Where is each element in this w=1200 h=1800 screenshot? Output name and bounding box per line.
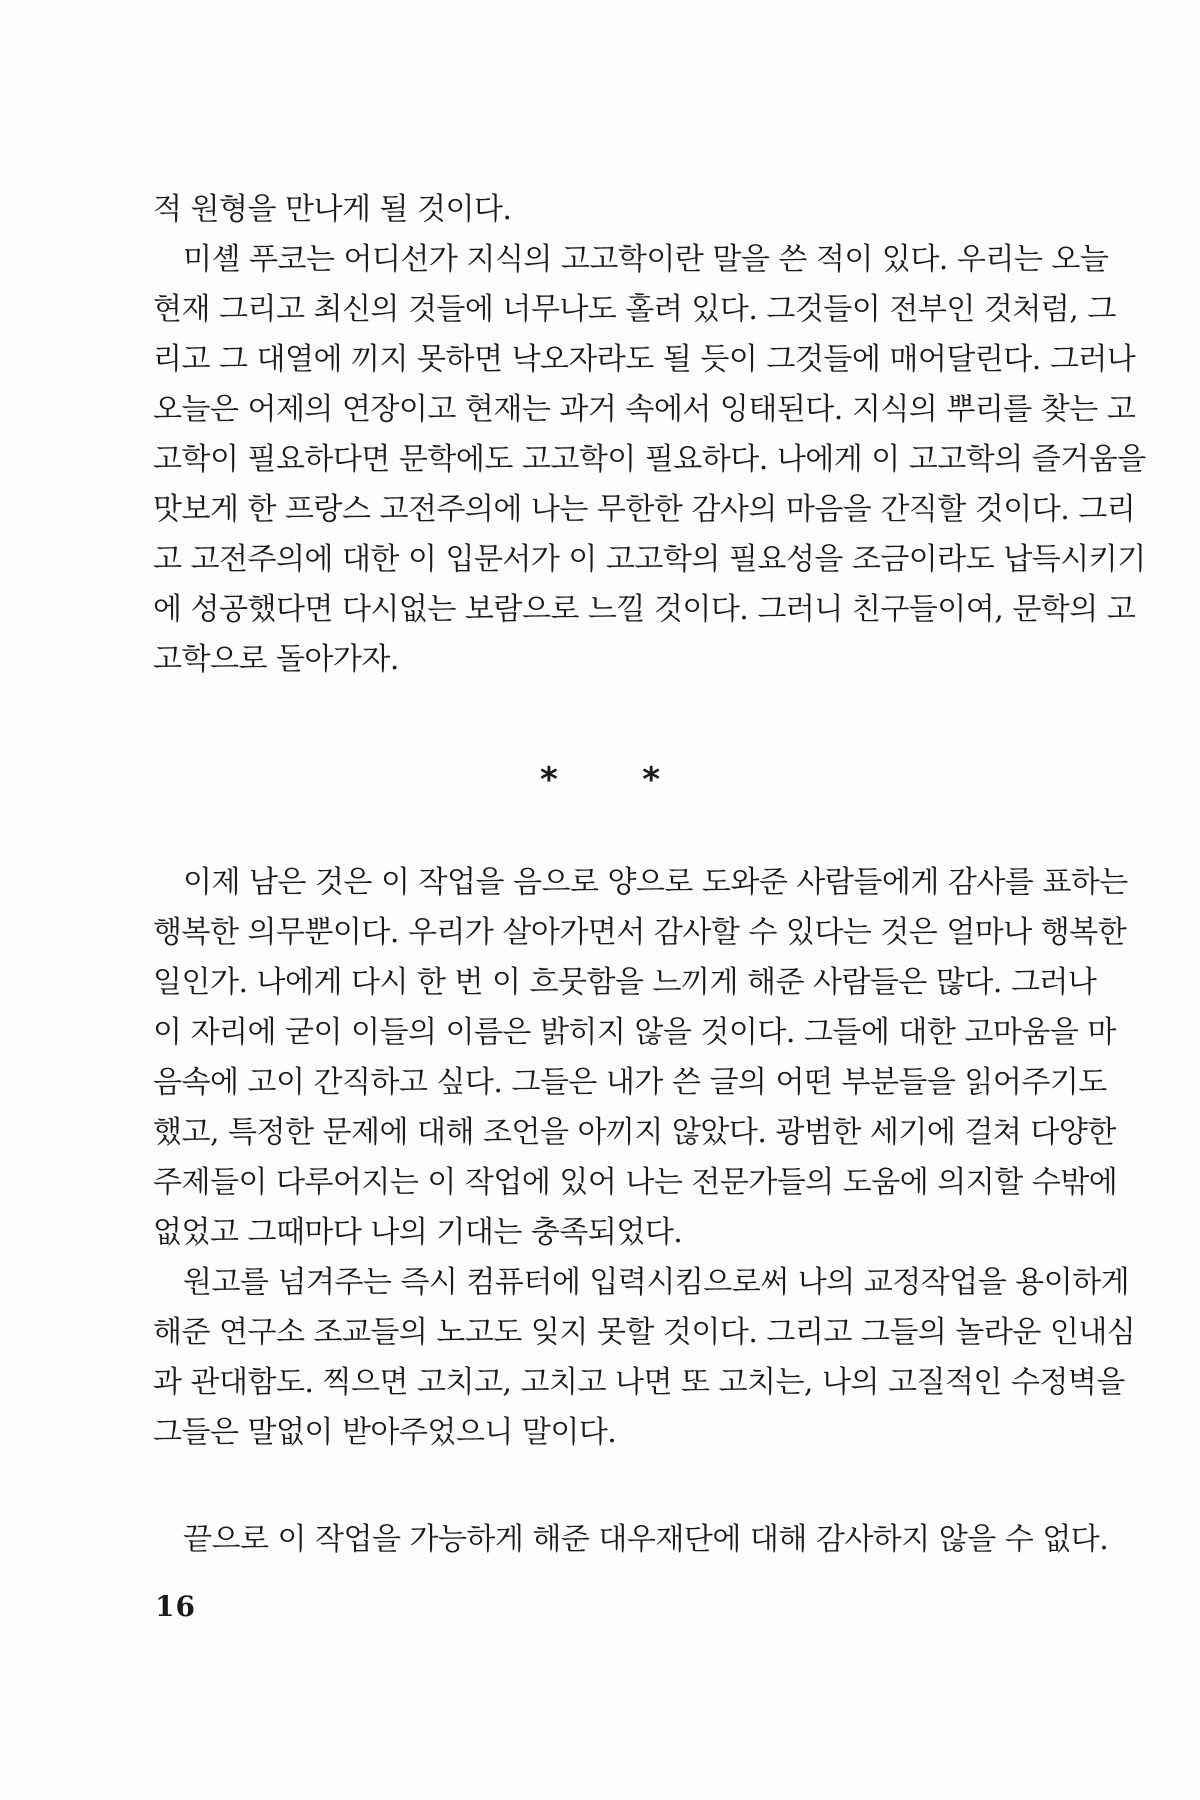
page-number: 16: [155, 1590, 196, 1623]
section-divider: [540, 760, 660, 800]
paragraph-block-archaeology: [153, 185, 1146, 685]
text-line: 그들은 말없이 받아주었으니 말이다.: [153, 1415, 617, 1450]
asterisk-left: *: [540, 760, 558, 800]
text-line: 과 관대함도. 찍으면 고치고, 고치고 나면 또 고치는, 나의 고질적인 수정벽을: [153, 1365, 1125, 1400]
text-line: 이제 남은 것은 이 작업을 음으로 양으로 도와준 사람들에게 감사를 표하는: [183, 865, 1128, 900]
text-line: 행복한 의무뿐이다. 우리가 살아가면서 감사할 수 있다는 것은 얼마나 행복한: [153, 915, 1127, 950]
text-line: 고 고전주의에 대한 이 입문서가 이 고고학의 필요성을 조금이라도 납득시키기: [153, 542, 1146, 577]
text-line: 오늘은 어제의 연장이고 현재는 과거 속에서 잉태된다. 지식의 뿌리를 찾는 고: [153, 392, 1136, 427]
text-line: 이 자리에 굳이 이들의 이름은 밝히지 않을 것이다. 그들에 대한 고마움을 마: [153, 1015, 1116, 1050]
text-line: 주제들이 다루어지는 이 작업에 있어 나는 전문가들의 도움에 의지할 수밖에: [153, 1165, 1118, 1200]
asterisk-right: *: [642, 760, 660, 800]
text-line: 원고를 넘겨주는 즉시 컴퓨터에 입력시킴으로써 나의 교정작업을 용이하게: [183, 1265, 1130, 1300]
text-line: 미셸 푸코는 어디선가 지식의 고고학이란 말을 쓴 적이 있다. 우리는 오늘: [183, 242, 1109, 277]
text-line: 해준 연구소 조교들의 노고도 잊지 못할 것이다. 그리고 그들의 놀라운 인내심: [153, 1315, 1136, 1350]
text-line: 적 원형을 만나게 될 것이다.: [153, 192, 512, 227]
text-line: 고학이 필요하다면 문학에도 고고학이 필요하다. 나에게 이 고고학의 즐거움을: [153, 442, 1146, 477]
text-line: 끝으로 이 작업을 가능하게 해준 대우재단에 대해 감사하지 않을 수 없다.: [183, 1522, 1109, 1557]
text-line: 현재 그리고 최신의 것들에 너무나도 홀려 있다. 그것들이 전부인 것처럼, 그: [153, 292, 1116, 327]
paragraph-block-closing: [153, 1515, 1109, 1565]
text-line: 했고, 특정한 문제에 대해 조언을 아끼지 않았다. 광범한 세기에 걸쳐 다양한: [153, 1115, 1116, 1150]
text-line: 맛보게 한 프랑스 고전주의에 나는 무한한 감사의 마음을 간직할 것이다. 그리: [153, 492, 1136, 527]
text-line: 없었고 그때마다 나의 기대는 충족되었다.: [153, 1215, 683, 1250]
text-line: 일인가. 나에게 다시 한 번 이 흐뭇함을 느끼게 해준 사람들은 많다. 그러나: [153, 965, 1097, 1000]
text-line: 음속에 고이 간직하고 싶다. 그들은 내가 쓴 글의 어떤 부분들을 읽어주기도: [153, 1065, 1107, 1100]
paragraph-block-acknowledgements: [153, 858, 1136, 1458]
text-line: 고학으로 돌아가자.: [153, 642, 399, 677]
text-line: 에 성공했다면 다시없는 보람으로 느낄 것이다. 그러니 친구들이여, 문학의 고: [153, 592, 1136, 627]
text-line: 리고 그 대열에 끼지 못하면 낙오자라도 될 듯이 그것들에 매어달린다. 그러나: [153, 342, 1136, 377]
